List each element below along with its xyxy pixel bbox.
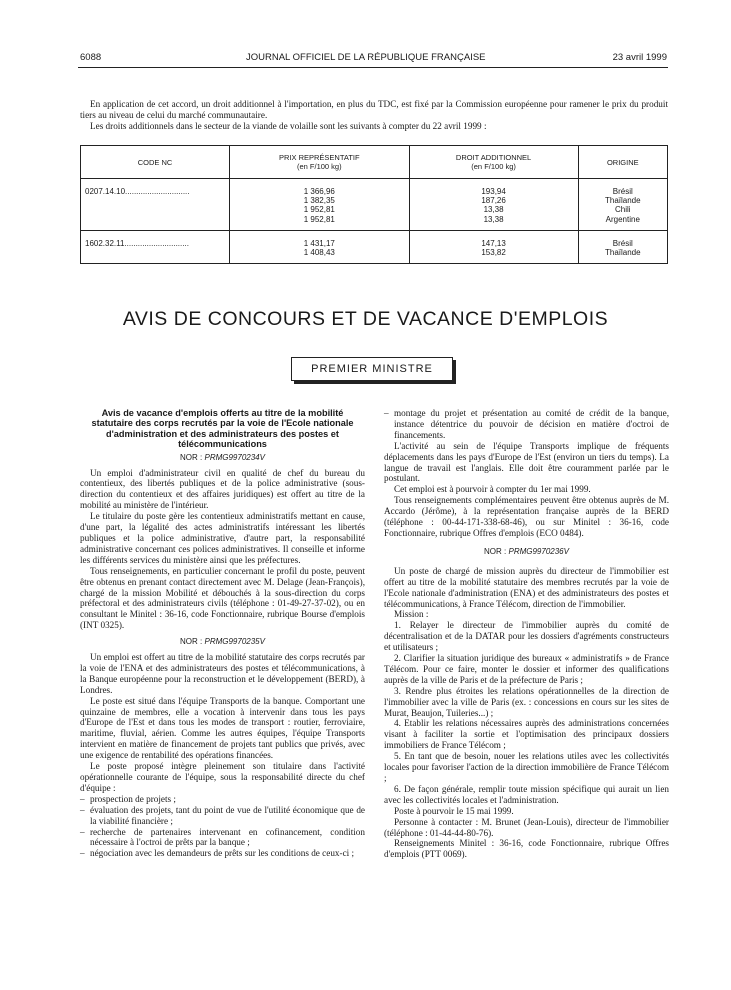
mission-item: 3. Rendre plus étroites les relations opérationnelles de la direction de l'immobilier avec la ville de Paris (ex. : concessions en cours sur les sites de Murat, Beaujon, Tuileries...) ; <box>384 685 669 718</box>
nor-reference: NOR : PRMG9970236V <box>484 546 569 556</box>
ministry-box: PREMIER MINISTRE <box>291 357 453 381</box>
mission-item: 4. Etablir les relations nécessaires auprès des administrations concernées visant à faciliter la sortie et l'optimisation des principaux dossiers immobiliers de France Télécom ; <box>384 718 669 751</box>
header-rule <box>78 67 668 68</box>
left-column <box>80 408 365 859</box>
nor-reference: NOR : PRMG9970234V <box>180 452 265 462</box>
paragraph: Tous renseignements, en particulier concernant le profil du poste, peuvent être obtenus en prenant contact directement avec M. Delage (Jean-François), chargé de la mission Mobilité et débouchés à la sous-direction du corps préfectoral et des administrateurs civils (téléphone : 01-49-27-37-02), ou en consultant le Minitel : 36-16, code Fonctionnaire, rubrique Bourse d'emplois (INT 0325). <box>80 565 365 631</box>
cell-duty: 147,13 153,82 <box>409 230 578 263</box>
mission-item: 2. Clarifier la situation juridique des bureaux « administratifs » de France Télécom. Pour ce faire, monter le dossier et informer des qualifications auprès de la ville de Paris et de la préfecture de Paris ; <box>384 653 669 685</box>
journal-title: JOURNAL OFFICIEL DE LA RÉPUBLIQUE FRANÇAISE <box>246 52 486 63</box>
additional-duties-table <box>80 145 668 264</box>
intro-paragraph: Les droits additionnels dans le secteur de la viande de volaille sont les suivants à compter du 22 avril 1999 : <box>90 121 487 131</box>
paragraph: Tous renseignements complémentaires peuvent être obtenus auprès de M. Accardo (Jérôme), à la représentation française auprès de la BERD (téléphone : 00-44-171-338-68-46), ou sur Minitel : 36-16, code Fonctionnaire, rubrique Offres d'emplois (ECO 0484). <box>384 495 669 538</box>
paragraph: L'activité au sein de l'équipe Transports implique de fréquents déplacements dans les pays d'Europe de l'Est (environ un tiers du temps). La langue de travail est l'anglais. Elle doit être couramment parlée par le postulant. <box>384 440 669 484</box>
bullet-item: – évaluation des projets, tant du point de vue de l'utilité économique que de la viabilité financière ; <box>80 805 365 827</box>
cell-code: 1602.32.11............................. <box>81 230 230 263</box>
cell-origin: Brésil Thaïlande Chili Argentine <box>578 179 667 231</box>
page-number: 6088 <box>80 52 102 63</box>
paragraph: Un emploi est offert au titre de la mobilité statutaire des corps recrutés par la voie de l'ENA et des administrateurs des postes et télécommunications, à la Banque européenne pour la reconstruction et le développement (BERD), à Londres. <box>80 652 365 695</box>
paragraph: Poste à pourvoir le 15 mai 1999. <box>394 805 514 816</box>
cell-duty: 193,94 187,26 13,38 13,38 <box>409 179 578 231</box>
cell-code: 0207.14.10............................. <box>81 179 230 231</box>
intro-text <box>80 99 668 132</box>
bullet-item: – recherche de partenaires intervenant en cofinancement, condition nécessaire à l'octroi de prêts par la banque ; <box>80 827 365 849</box>
table-row <box>81 179 668 231</box>
bullet-item: – prospection de projets ; <box>80 794 365 805</box>
paragraph: Le poste proposé intègre pleinement son titulaire dans l'activité opérationnelle courante de l'équipe, sous la responsabilité directe du chef d'équipe : <box>80 761 365 793</box>
paragraph: Le poste est situé dans l'équipe Transports de la banque. Comportant une quinzaine de membres, elle a vocation à intervenir dans tous les pays d'Europe de l'Est et dans tous les modes de transport : routier, ferroviaire, maritime, fluvial, aérien. Comme les autres équipes, l'équipe Transports intervient en matière de financement de projets tant publics que privés, avec une exigence de rentabilité des opérations financées. <box>80 695 365 761</box>
col-header-code: CODE NC <box>81 146 230 179</box>
mission-item: 6. De façon générale, remplir toute mission spécifique qui aurait un lien avec les collectivités locales et l'administration. <box>384 783 669 805</box>
cell-price: 1 431,17 1 408,43 <box>230 230 410 263</box>
intro-paragraph: En application de cet accord, un droit additionnel à l'importation, en plus du TDC, est fixé par la Commission européenne pour ramener le prix du produit tiers au niveau de celui du marché communautaire. <box>80 99 668 120</box>
col-header-price: PRIX REPRÉSENTATIF (en F/100 kg) <box>230 146 410 179</box>
paragraph: Un poste de chargé de mission auprès du directeur de l'immobilier est offert au titre de la mobilité statutaire des membres recrutés par la voie de l'Ecole nationale d'administration (ENA) et des administrateurs des postes et télécommunications, à France Télécom, direction de l'immobilier. <box>384 565 669 609</box>
paragraph: Personne à contacter : M. Brunet (Jean-Louis), directeur de l'immobilier (téléphone : 01-44-44-80-76). <box>384 816 669 838</box>
col-header-origin: ORIGINE <box>578 146 667 179</box>
paragraph: Le titulaire du poste gère les contentieux administratifs mettant en cause, d'une part, la légalité des actes administratifs intéressant les libertés publiques et la police administrative, d'autre part, la responsabilité administrative concernant ces polices administratives. Il conseille et informe les différents services du ministère ainsi que les préfectures. <box>80 511 365 565</box>
notice-title: Avis de vacance d'emplois offerts au titre de la mobilité statutaire des corps recrutés par la voie de l'Ecole nationale d'administration et des administrateurs des postes et télécommunications <box>91 408 354 450</box>
paragraph: Renseignements Minitel : 36-16, code Fonctionnaire, rubrique Offres d'emplois (PTT 0069). <box>384 838 669 860</box>
cell-price: 1 366,96 1 382,35 1 952,81 1 952,81 <box>230 179 410 231</box>
paragraph: Un emploi d'administrateur civil en qualité de chef du bureau du contentieux, des libertés publiques et de la police administrative (sous-direction du contentieux et des affaires juridiques) est offert au titre de la mobilité au ministère de l'intérieur. <box>80 467 365 511</box>
col-header-duty: DROIT ADDITIONNEL (en F/100 kg) <box>409 146 578 179</box>
table-row <box>81 230 668 263</box>
paragraph: Cet emploi est à pourvoir à compter du 1er mai 1999. <box>394 484 591 495</box>
bullet-item: – montage du projet et présentation au comité de crédit de la banque, instance détentrice du pouvoir de décision en matière d'octroi de financements. <box>384 408 669 441</box>
cell-origin: Brésil Thaïlande <box>578 230 667 263</box>
issue-date: 23 avril 1999 <box>612 52 667 63</box>
section-title: AVIS DE CONCOURS ET DE VACANCE D'EMPLOIS <box>122 308 609 330</box>
bullet-item: – négociation avec les demandeurs de prêts sur les conditions de ceux-ci ; <box>80 848 365 859</box>
mission-label: Mission : <box>394 609 429 620</box>
mission-item: 5. En tant que de besoin, nouer les relations utiles avec les collectivités locales pour favoriser l'action de la direction immobilière de France Télécom ; <box>384 751 669 783</box>
mission-item: 1. Relayer le directeur de l'immobilier auprès du comité de décentralisation et de la DATAR pour les dossiers d'agréments constructeurs et utilisateurs ; <box>384 620 669 653</box>
right-column <box>384 408 669 860</box>
nor-reference: NOR : PRMG9970235V <box>180 637 265 647</box>
